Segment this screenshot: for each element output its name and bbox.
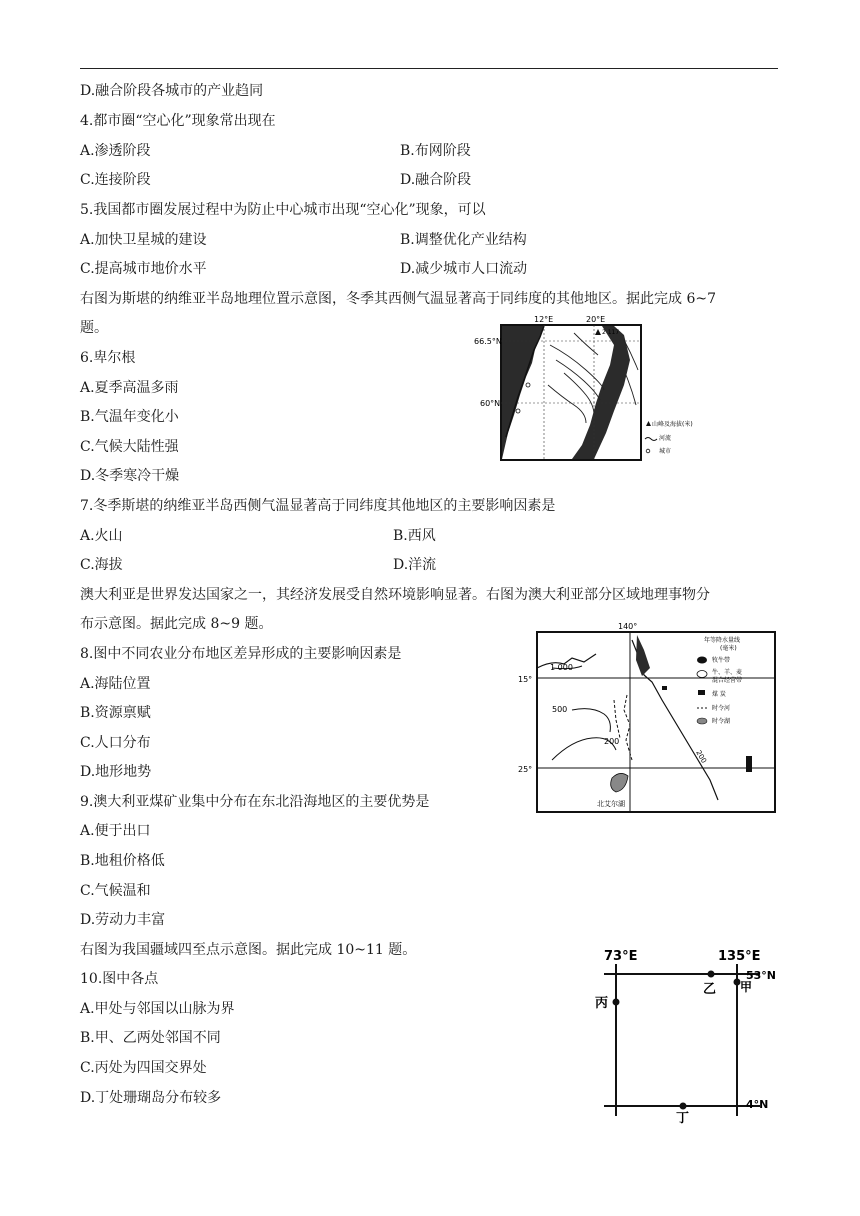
point-ding-label: 丁: [676, 1111, 690, 1126]
lon-140-label: 140°: [618, 622, 638, 631]
lat-53-label: 53°N: [746, 969, 777, 982]
isohyet-200-east-label: 200: [694, 749, 708, 765]
option-7b: B.西风: [393, 528, 436, 544]
coal-deposit: [746, 756, 752, 772]
legend-peak-label: 山峰及海拔(米): [652, 421, 693, 428]
option-4d: D.融合阶段: [400, 172, 472, 188]
legend-peak-icon: [646, 421, 651, 426]
intro-8-9-cont: 布示意图。据此完成 8~9 题。: [80, 616, 273, 632]
legend-river-label: 河流: [659, 435, 672, 442]
china-extremes-map: [590, 944, 780, 1124]
legend-coal-icon: [698, 690, 705, 695]
option-5a: A.加快卫星城的建设: [80, 232, 207, 248]
legend-city-label: 城市: [659, 448, 672, 455]
lon-20-label: 20°E: [586, 315, 606, 324]
legend-cattle-label: 牧牛带: [712, 657, 731, 664]
city-icon: [516, 409, 520, 413]
peak-label: 2 117: [602, 329, 620, 336]
point-bing: [613, 999, 620, 1006]
question-4: 4.都市圈“空心化”现象常出现在: [80, 113, 276, 129]
option-8b: B.资源禀赋: [80, 705, 151, 721]
lat-25-label: 25°: [518, 765, 533, 774]
scandinavia-map: [474, 315, 693, 465]
question-5: 5.我国都市圈发展过程中为防止中心城市出现“空心化”现象，可以: [80, 202, 486, 218]
lat-4-label: 4°N: [746, 1098, 769, 1111]
point-bing-label: 丙: [595, 996, 609, 1011]
lake-label: 北艾尔湖: [597, 800, 625, 808]
option-8d: D.地形地势: [80, 764, 152, 780]
option-8a: A.海陆位置: [80, 676, 151, 692]
intro-6-7: 右图为斯堪的纳维亚半岛地理位置示意图，冬季其西侧气温显著高于同纬度的其他地区。据此完成 6~7: [80, 291, 716, 307]
legend-cattle-icon: [697, 657, 707, 664]
option-5d: D.减少城市人口流动: [400, 261, 528, 277]
map-frame: [537, 632, 775, 812]
point-jia-label: 甲: [740, 980, 753, 994]
point-ding: [680, 1103, 687, 1110]
option-6c: C.气候大陆性强: [80, 439, 179, 455]
option-9d: D.劳动力丰富: [80, 912, 166, 928]
option-10a: A.甲处与邻国以山脉为界: [80, 1001, 235, 1017]
question-8: 8.图中不同农业分布地区差异形成的主要影响因素是: [80, 646, 402, 662]
intro-10-11: 右图为我国疆域四至点示意图。据此完成 10~11 题。: [80, 942, 417, 958]
option-4c: C.连接阶段: [80, 172, 151, 188]
option-7d: D.洋流: [393, 557, 437, 573]
legend-coal-label: 煤 炭: [712, 691, 726, 698]
intro-6-7-cont: 题。: [80, 320, 108, 336]
question-6: 6.卑尔根: [80, 350, 136, 366]
option-10b: B.甲、乙两处邻国不同: [80, 1030, 221, 1046]
option-6b: B.气温年变化小: [80, 409, 179, 425]
lon-73-label: 73°E: [604, 949, 638, 964]
point-yi: [708, 971, 715, 978]
lat-60-label: 60°N: [480, 399, 501, 408]
option-9c: C.气候温和: [80, 883, 151, 899]
city-icon: [526, 383, 530, 387]
question-7: 7.冬季斯堪的纳维亚半岛西侧气温显著高于同纬度其他地区的主要影响因素是: [80, 498, 556, 514]
isohyet-1000-label: 1 000: [550, 663, 573, 672]
legend-mixed-label-2: 混合经营带: [712, 677, 743, 684]
legend-mixed-label: 牛、羊、麦: [712, 669, 743, 676]
option-5b: B.调整优化产业结构: [400, 232, 527, 248]
legend-river-icon: [645, 438, 657, 441]
lat-665-label: 66.5°N: [474, 337, 502, 346]
header-rule: [80, 68, 778, 69]
option-4a: A.渗透阶段: [80, 143, 151, 159]
legend-lake-icon: [697, 718, 707, 724]
option-8c: C.人口分布: [80, 735, 151, 751]
legend-lake-label: 时令湖: [712, 718, 731, 725]
question-10: 10.图中各点: [80, 971, 159, 987]
legend-title: 年等降水量线: [704, 637, 741, 644]
option-5c: C.提高城市地价水平: [80, 261, 207, 277]
option-6d: D.冬季寒冷干燥: [80, 468, 180, 484]
option-9b: B.地租价格低: [80, 853, 165, 869]
legend-unit: (毫米): [720, 645, 737, 652]
legend-river-label: 时令河: [712, 705, 731, 712]
legend-city-icon: [646, 449, 650, 453]
isohyet-200-label: 200: [604, 737, 620, 746]
question-9: 9.澳大利亚煤矿业集中分布在东北沿海地区的主要优势是: [80, 794, 430, 810]
option-7c: C.海拔: [80, 557, 123, 573]
option-10c: C.丙处为四国交界处: [80, 1060, 207, 1076]
lon-135-label: 135°E: [718, 949, 761, 964]
coal-deposit: [662, 686, 667, 690]
option-7a: A.火山: [80, 528, 123, 544]
isohyet-500-label: 500: [552, 705, 568, 714]
lon-12-label: 12°E: [534, 315, 554, 324]
intro-8-9: 澳大利亚是世界发达国家之一，其经济发展受自然环境影响显著。右图为澳大利亚部分区域地理事物分: [80, 587, 710, 603]
option-10d: D.丁处珊瑚岛分布较多: [80, 1090, 222, 1106]
point-yi-label: 乙: [703, 982, 717, 997]
option-3d: D.融合阶段各城市的产业趋同: [80, 83, 264, 99]
option-6a: A.夏季高温多雨: [80, 380, 179, 396]
option-9a: A.便于出口: [80, 823, 151, 839]
legend-mixed-icon: [697, 671, 707, 678]
lat-15-label: 15°: [518, 675, 533, 684]
option-4b: B.布网阶段: [400, 143, 471, 159]
australia-map: [512, 620, 782, 815]
